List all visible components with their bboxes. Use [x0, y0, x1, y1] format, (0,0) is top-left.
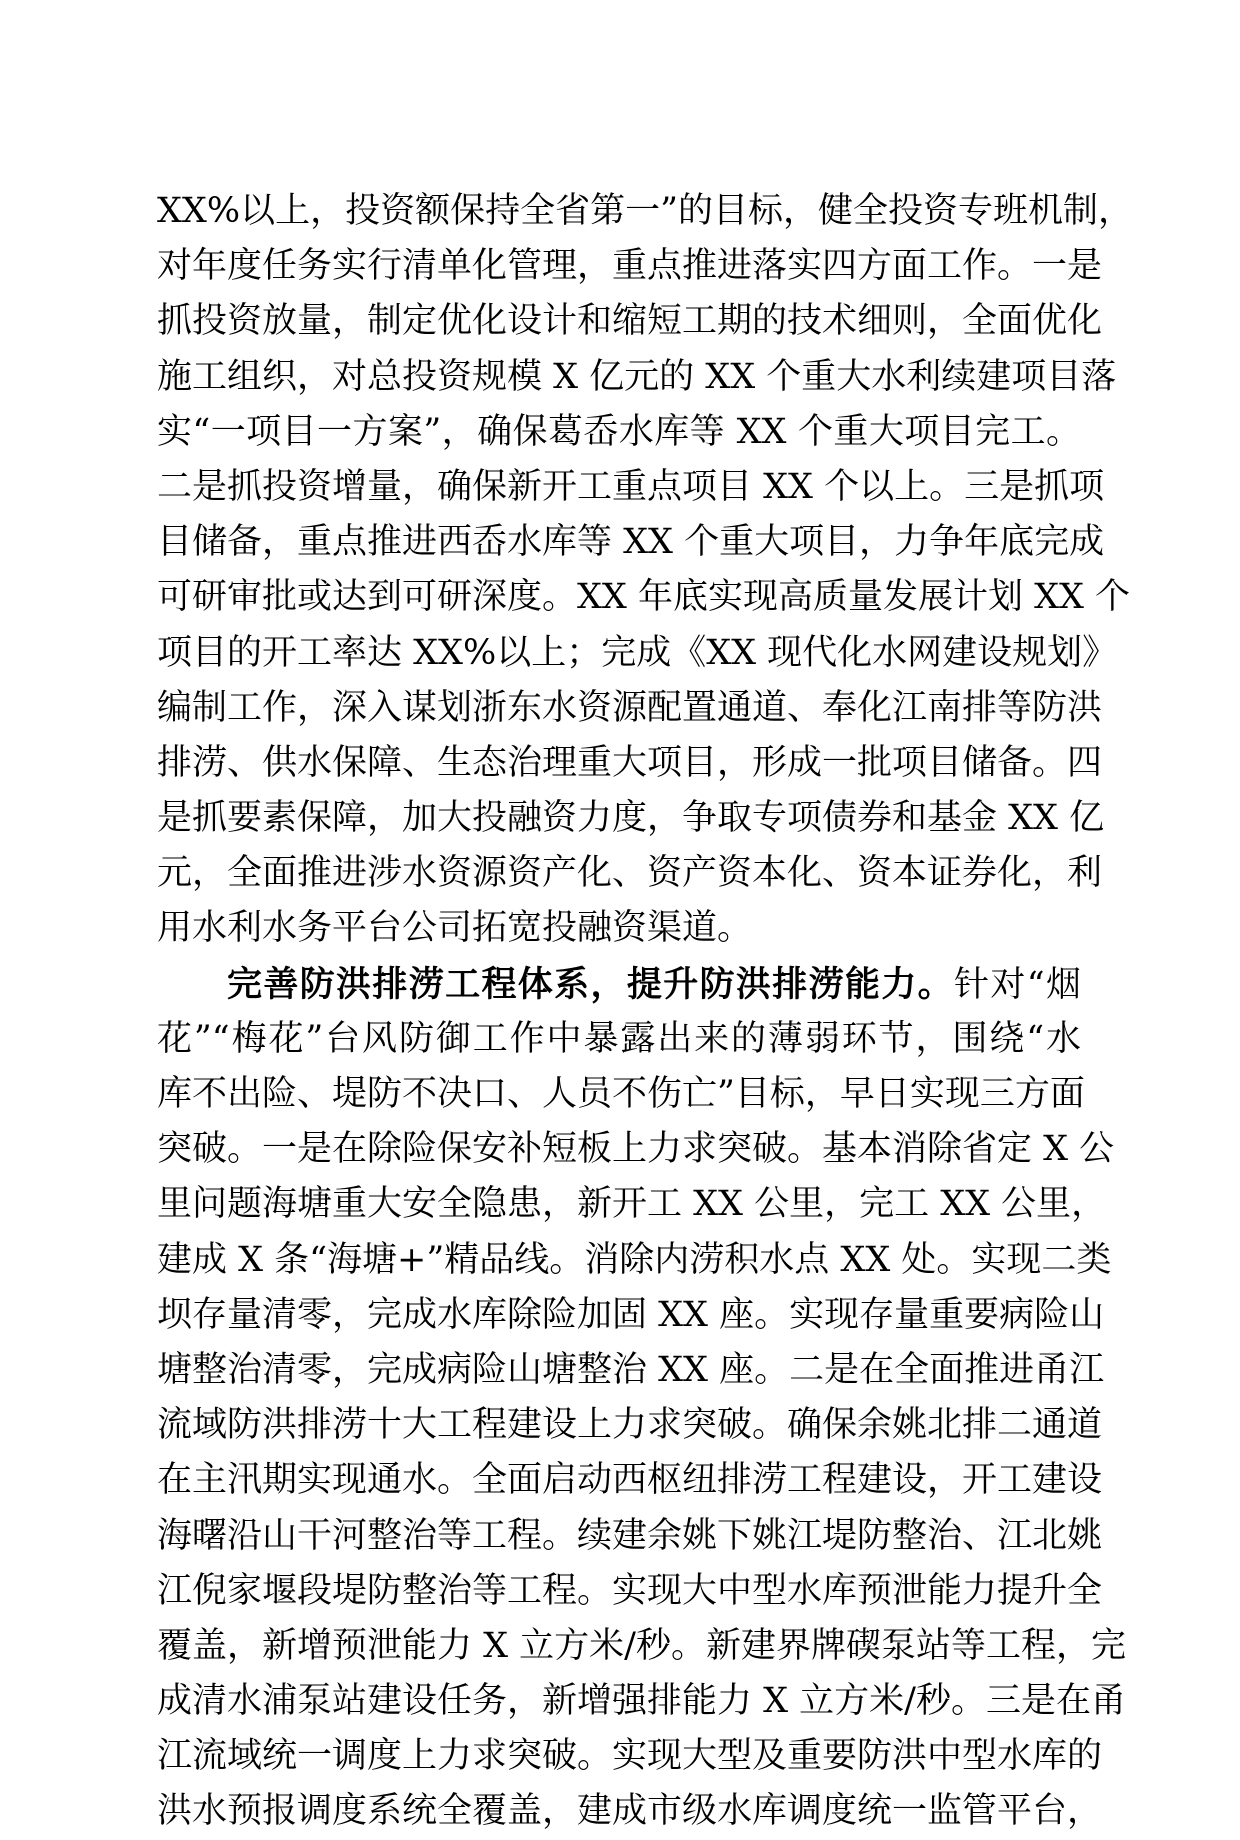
- text-line: XX%以上，投资额保持全省第一”的目标，健全投资专班机制，: [157, 191, 1133, 231]
- text-line: 江流域统一调度上力求突破。实现大型及重要防洪中型水库的: [157, 1736, 1103, 1777]
- text-line: 项目的开工率达 XX%以上；完成《XX 现代化水网建设规划》: [157, 632, 1118, 673]
- text-line: 花”“梅花”台风防御工作中暴露出来的薄弱环节，围绕“水: [157, 1018, 1081, 1059]
- text-line: 目储备，重点推进西岙水库等 XX 个重大项目，力争年底完成: [157, 522, 1105, 563]
- text-line: 海曙沿山干河整治等工程。续建余姚下姚江堤防整治、江北姚: [157, 1515, 1103, 1556]
- text-line: 施工组织，对总投资规模 X 亿元的 XX 个重大水利续建项目落: [157, 356, 1117, 397]
- text-line: 编制工作，深入谋划浙东水资源配置通道、奉化江南排等防洪: [157, 687, 1103, 728]
- section-heading: 完善防洪排涝工程体系，提升防洪排涝能力。: [227, 963, 955, 1005]
- text-line: 是抓要素保障，加大投融资力度，争取专项债券和基金 XX 亿: [157, 798, 1105, 839]
- text-line: 覆盖，新增预泄能力 X 立方米/秒。新建界牌碶泵站等工程，完: [157, 1625, 1126, 1666]
- text-line: 二是抓投资增量，确保新开工重点项目 XX 个以上。三是抓项: [157, 466, 1105, 507]
- text-line: 坝存量清零，完成水库除险加固 XX 座。实现存量重要病险山: [157, 1294, 1105, 1335]
- text-line: 突破。一是在除险保安补短板上力求突破。基本消除省定 X 公: [157, 1129, 1115, 1170]
- text-line: 洪水预报调度系统全覆盖，建成市级水库调度统一监管平台，: [157, 1791, 1103, 1832]
- paragraph-investment: [157, 184, 1133, 957]
- text-line: 在主汛期实现通水。全面启动西枢纽排涝工程建设，开工建设: [157, 1460, 1103, 1501]
- text-line: 建成 X 条“海塘+”精品线。消除内涝积水点 XX 处。实现二类: [157, 1239, 1112, 1280]
- text-line: 抓投资放量，制定优化设计和缩短工期的技术细则，全面优化: [157, 301, 1103, 342]
- text-line: 塘整治清零，完成病险山塘整治 XX 座。二是在全面推进甬江: [157, 1349, 1105, 1390]
- text-line: 用水利水务平台公司拓宽投融资渠道。: [157, 908, 753, 949]
- paragraph-flood-control: [157, 957, 1126, 1840]
- text-line: 对年度任务实行清单化管理，重点推进落实四方面工作。一是: [157, 246, 1103, 287]
- text-line: 库不出险、堤防不决口、人员不伤亡”目标，早日实现三方面: [157, 1074, 1085, 1114]
- text-line: 可研审批或达到可研深度。XX 年底实现高质量发展计划 XX 个: [157, 577, 1131, 618]
- text-line: 江倪家堰段堤防整治等工程。实现大中型水库预泄能力提升全: [157, 1570, 1103, 1611]
- text-line: 成清水浦泵站建设任务，新增强排能力 X 立方米/秒。三是在甬: [157, 1681, 1126, 1722]
- text-run: 针对“烟: [954, 964, 1081, 1005]
- paragraph-first-line: [157, 957, 1081, 1012]
- text-line: 元，全面推进涉水资源资产化、资产资本化、资本证券化，利: [157, 853, 1103, 894]
- text-line: 排涝、供水保障、生态治理重大项目，形成一批项目储备。四: [157, 742, 1103, 783]
- text-line: 里问题海塘重大安全隐患，新开工 XX 公里，完工 XX 公里，: [157, 1184, 1107, 1225]
- text-line: 实“一项目一方案”，确保葛岙水库等 XX 个重大项目完工。: [157, 411, 1081, 452]
- document-body: [157, 184, 1133, 1840]
- text-line: 流域防洪排涝十大工程建设上力求突破。确保余姚北排二通道: [157, 1405, 1103, 1446]
